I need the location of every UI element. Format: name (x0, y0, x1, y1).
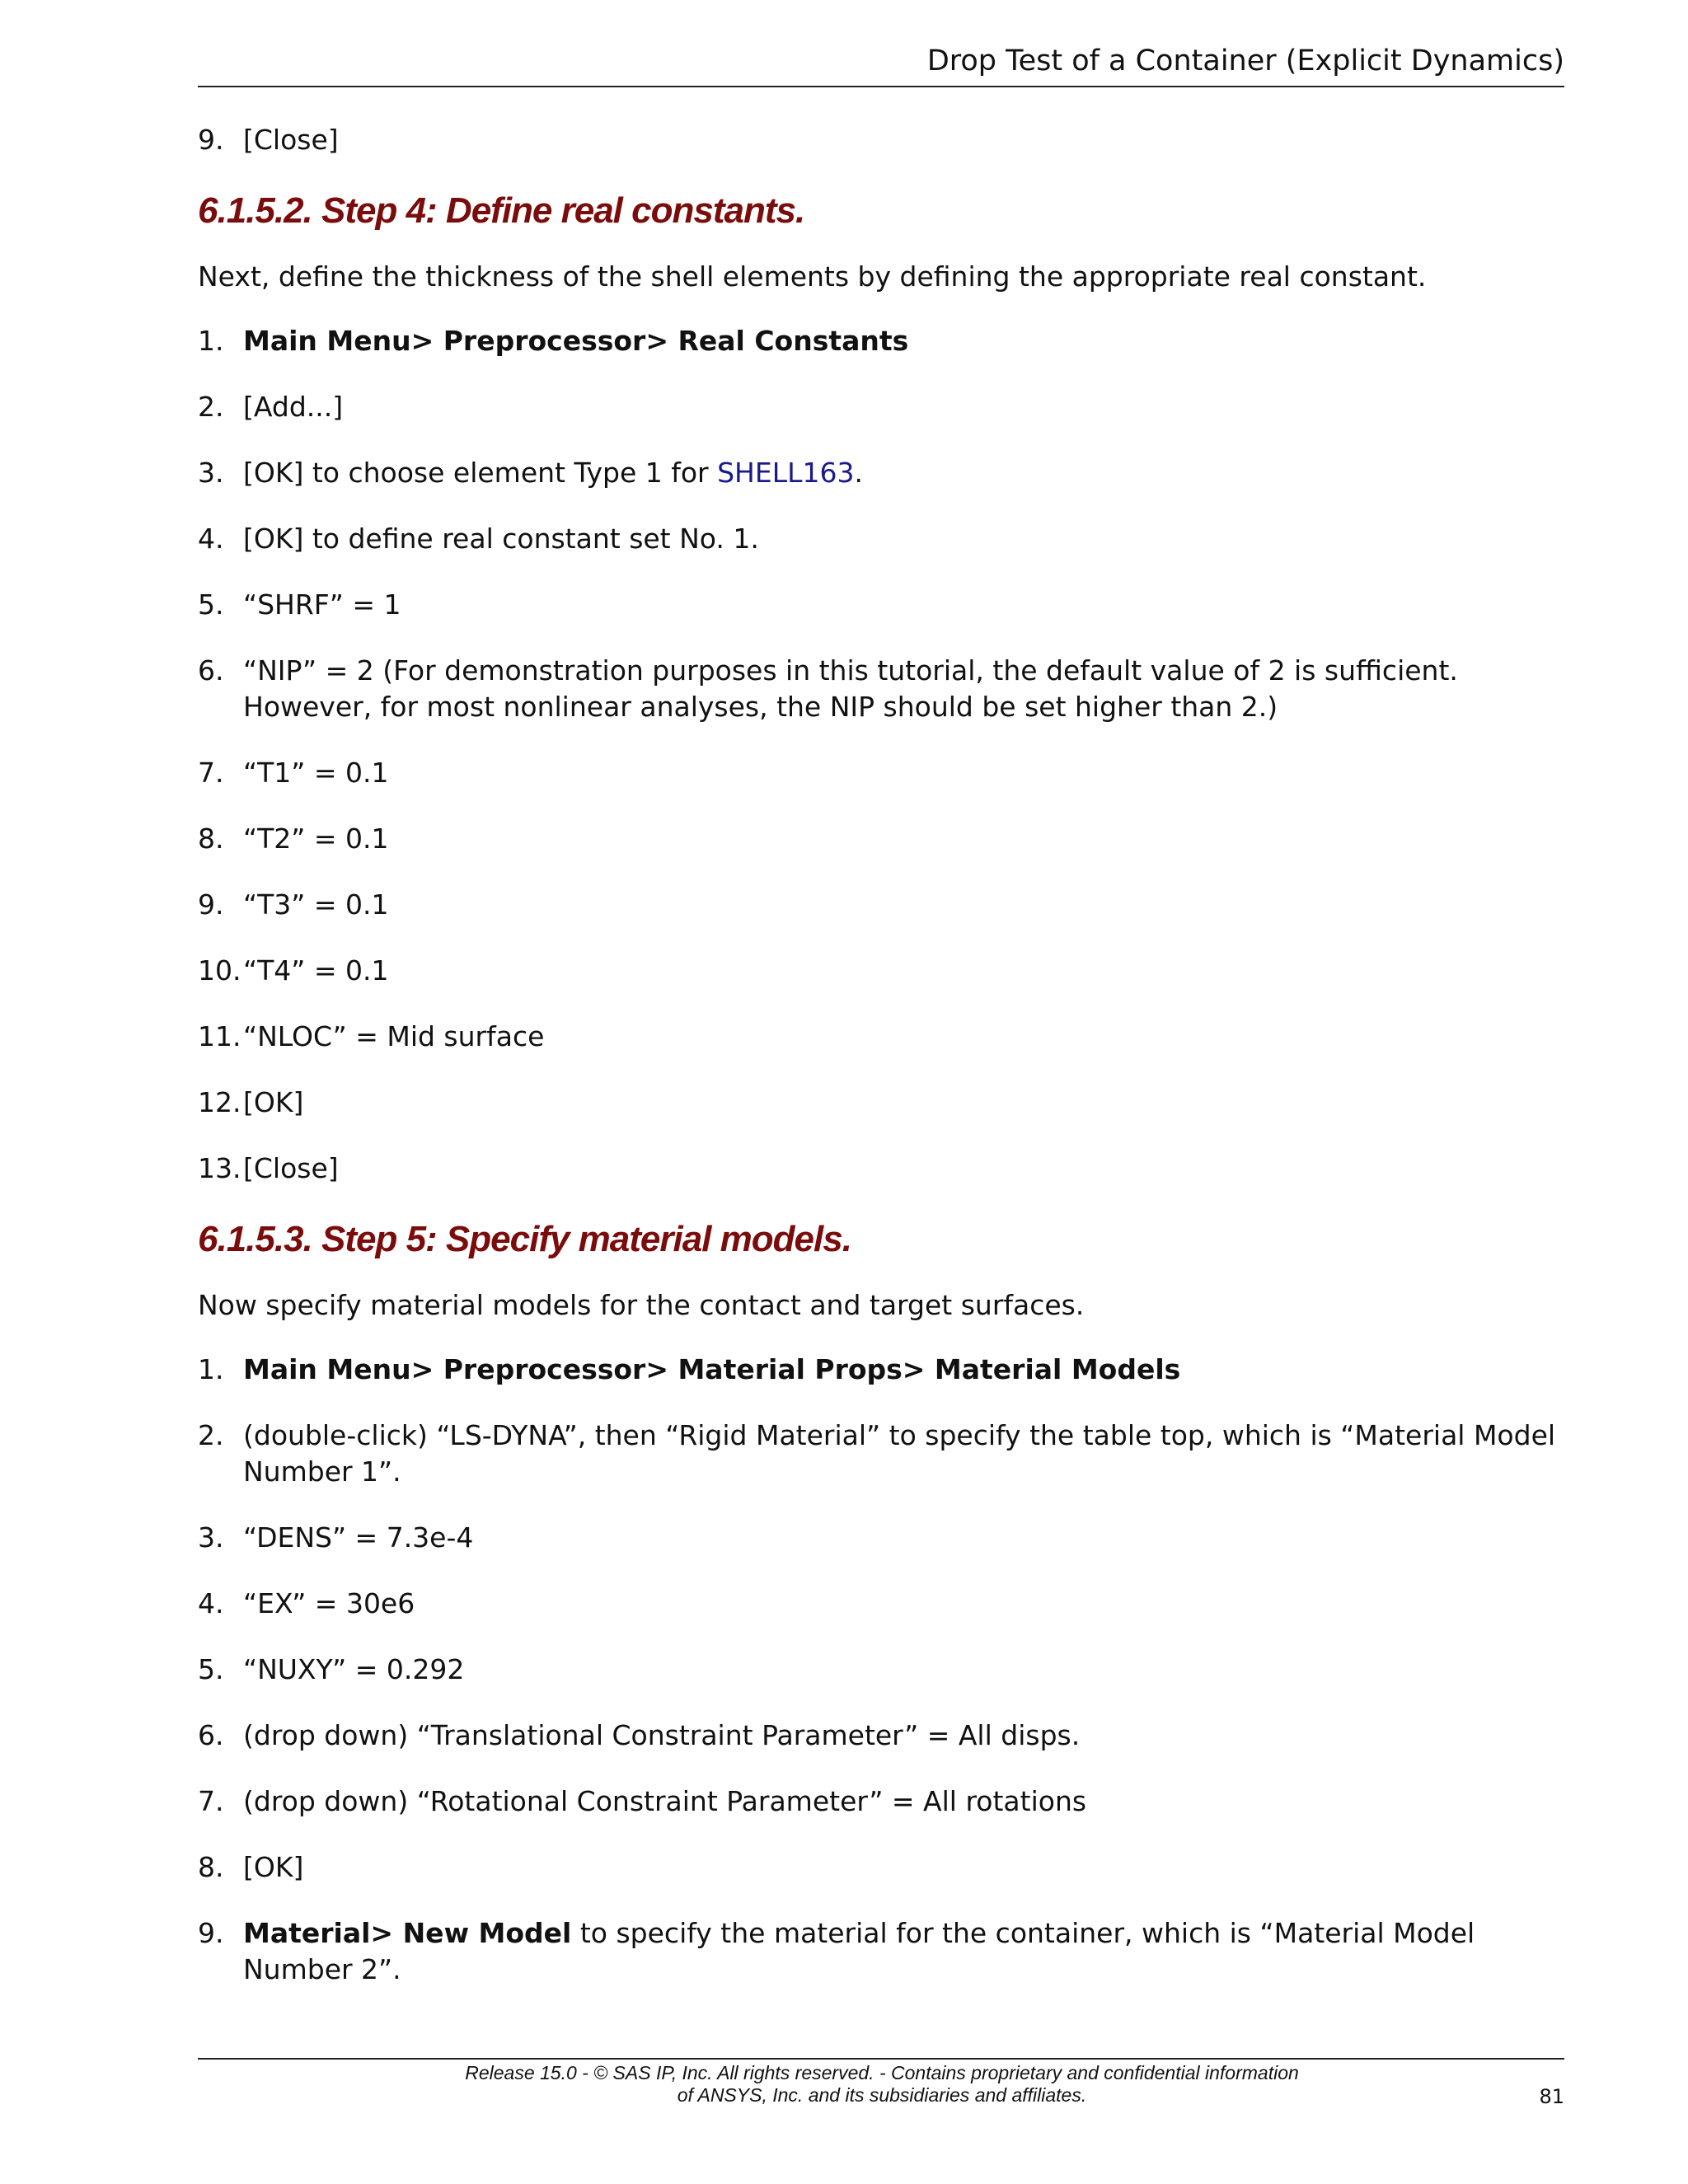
step-number: 3. (198, 457, 224, 489)
list-item (198, 1915, 1564, 1988)
list-item (198, 1652, 1564, 1688)
step-text: “DENS” = 7.3e-4 (243, 1521, 474, 1554)
section-intro: Next, define the thickness of the shell elements by defining the appropriate real constant. (198, 260, 1427, 293)
menu-path: Main Menu> Preprocessor> Real Constants (243, 325, 909, 357)
step-text: “T3” = 0.1 (243, 888, 389, 921)
step-number: 1. (198, 325, 224, 357)
step-text: “SHRF” = 1 (243, 588, 401, 621)
list-item (198, 122, 1564, 158)
list-item (198, 323, 1564, 359)
step-number: 3. (198, 1521, 224, 1554)
footer-copyright (346, 2062, 1418, 2107)
step-text: “T2” = 0.1 (243, 823, 389, 855)
step-text: “EX” = 30e6 (243, 1587, 415, 1619)
running-header-title: Drop Test of a Container (Explicit Dynamics) (926, 45, 1564, 77)
menu-path: Main Menu> Preprocessor> Material Props> Material Models (243, 1353, 1181, 1385)
footer-line-2: of ANSYS, Inc. and its subsidiaries and affiliates. (677, 2084, 1087, 2106)
list-item (198, 389, 1564, 425)
step-text: “NUXY” = 0.292 (243, 1653, 465, 1685)
step-number: 9. (198, 888, 224, 921)
page-content (198, 122, 1564, 2018)
step-number: 13. (198, 1152, 241, 1184)
step-number: 11. (198, 1020, 241, 1052)
header-divider (198, 86, 1564, 87)
step-number: 6. (198, 1719, 224, 1751)
list-item (198, 1019, 1564, 1055)
step-number: 1. (198, 1353, 224, 1385)
step-text: “T1” = 0.1 (243, 757, 389, 789)
shell163-link[interactable]: SHELL163 (717, 457, 855, 489)
step-text: (double-click) “LS-DYNA”, then “Rigid Material” to specify the table top, which is “Material Model Number 1”. (243, 1419, 1556, 1488)
step-text: [Add...] (243, 391, 344, 423)
list-item (198, 953, 1564, 989)
list-item (198, 1352, 1564, 1388)
step-text-end: . (854, 457, 863, 489)
footer-line-1: Release 15.0 - © SAS IP, Inc. All rights reserved. - Contains proprietary and confidential information (465, 2062, 1299, 2083)
list-item (198, 1586, 1564, 1622)
list-item (198, 587, 1564, 623)
list-item (198, 1783, 1564, 1820)
step-number: 8. (198, 823, 224, 855)
list-item (198, 1151, 1564, 1187)
step-number: 12. (198, 1086, 241, 1118)
step-text: [OK] (243, 1851, 304, 1883)
step-text: “NLOC” = Mid surface (243, 1020, 545, 1052)
step-number: 8. (198, 1851, 224, 1883)
step-text: [Close] (243, 1152, 339, 1184)
list-item (198, 1418, 1564, 1490)
page-number: 81 (1539, 2085, 1564, 2108)
list-item (198, 1085, 1564, 1121)
step-number: 7. (198, 757, 224, 789)
step-number: 6. (198, 654, 224, 687)
step-number: 5. (198, 588, 224, 621)
step-number: 5. (198, 1653, 224, 1685)
step-text: “NIP” = 2 (For demonstration purposes in this tutorial, the default value of 2 is sufficient. However, for most nonlinear analyses, the NIP should be set higher than 2.) (243, 654, 1458, 723)
step-text: [OK] to choose element Type 1 for (243, 457, 718, 489)
list-item (198, 755, 1564, 791)
step-number: 10. (198, 954, 241, 987)
footer-divider (198, 2058, 1564, 2060)
list-item (198, 521, 1564, 557)
menu-path: Material> New Model (243, 1917, 572, 1949)
list-item (198, 821, 1564, 857)
list-item (198, 1520, 1564, 1556)
step-text: [OK] (243, 1086, 304, 1118)
step-number: 2. (198, 1419, 224, 1451)
section-heading-step-5: 6.1.5.3. Step 5: Specify material models. (198, 1219, 851, 1259)
step-text: “T4” = 0.1 (243, 954, 389, 987)
step-text: [OK] to define real constant set No. 1. (243, 523, 759, 555)
step-text: to specify the material for the container, which is “Material Model Number 2”. (243, 1917, 1475, 1985)
section-intro: Now specify material models for the contact and target surfaces. (198, 1289, 1085, 1321)
list-item (198, 455, 1564, 491)
step-number: 9. (198, 124, 224, 156)
list-item (198, 1718, 1564, 1754)
step-text: (drop down) “Translational Constraint Parameter” = All disps. (243, 1719, 1081, 1751)
step-number: 9. (198, 1917, 224, 1949)
list-item (198, 1849, 1564, 1886)
section-heading-step-4: 6.1.5.2. Step 4: Define real constants. (198, 190, 805, 231)
list-item (198, 887, 1564, 923)
step-text: (drop down) “Rotational Constraint Parameter” = All rotations (243, 1785, 1087, 1817)
step-number: 7. (198, 1785, 224, 1817)
step-number: 4. (198, 1587, 224, 1619)
step-number: 2. (198, 391, 224, 423)
step-number: 4. (198, 523, 224, 555)
list-item (198, 653, 1564, 725)
step-text: [Close] (243, 124, 339, 156)
